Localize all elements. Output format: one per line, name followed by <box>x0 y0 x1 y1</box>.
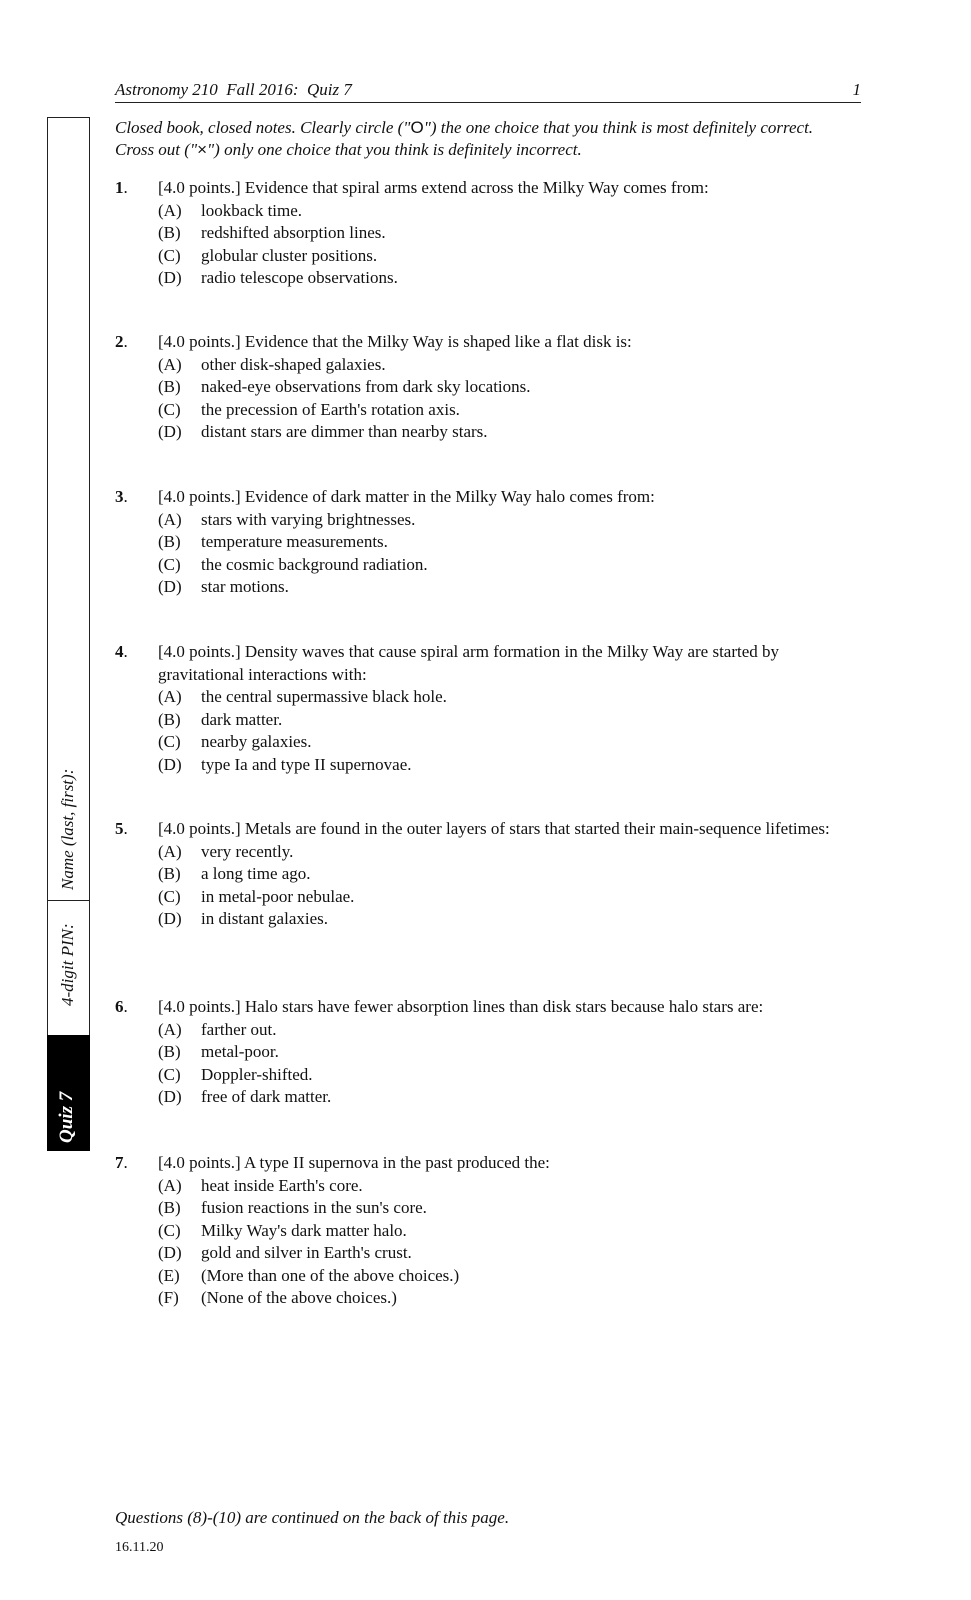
question-2 <box>115 331 860 444</box>
question-text: [4.0 points.] Density waves that cause spiral arm formation in the Milky Way are started by gravitational interactions with: <box>158 642 780 684</box>
choice-b[interactable]: (B) a long time ago. <box>158 864 311 883</box>
choice-c[interactable]: (C) Milky Way's dark matter halo. <box>158 1220 407 1240</box>
name-field-label: Name (last, first): <box>58 768 77 890</box>
choice-b[interactable]: (B) dark matter. <box>158 709 283 729</box>
circle-symbol: O <box>410 118 424 137</box>
instructions-part2: ") the one choice that you think is most definitely correct. Cross out (" <box>115 118 814 159</box>
choice-d[interactable]: (D) radio telescope observations. <box>158 268 398 287</box>
question-3 <box>115 486 860 599</box>
choice-b[interactable]: (B) fusion reactions in the sun's core. <box>158 1198 427 1217</box>
choice-c[interactable]: (C) the precession of Earth's rotation axis. <box>158 399 460 419</box>
question-7 <box>115 1152 860 1310</box>
page-header <box>115 80 861 103</box>
choice-d[interactable]: (D) star motions. <box>158 577 289 596</box>
choice-d[interactable]: (D) gold and silver in Earth's crust. <box>158 1243 412 1262</box>
choice-c[interactable]: (C) globular cluster positions. <box>158 245 378 265</box>
choice-b[interactable]: (B) temperature measurements. <box>158 532 388 551</box>
choice-d[interactable]: (D) distant stars are dimmer than nearby stars. <box>158 422 488 441</box>
question-number: 2. <box>115 332 128 351</box>
question-text: [4.0 points.] Evidence of dark matter in the Milky Way halo comes from: <box>158 487 655 506</box>
cross-symbol: × <box>197 140 208 159</box>
question-text: [4.0 points.] Halo stars have fewer absorption lines than disk stars because halo stars are: <box>158 997 764 1016</box>
choice-f[interactable]: (F) (None of the above choices.) <box>158 1288 397 1307</box>
question-text: [4.0 points.] Metals are found in the outer layers of stars that started their main-sequence lifetimes: <box>158 819 830 838</box>
question-text: [4.0 points.] A type II supernova in the past produced the: <box>158 1153 550 1172</box>
choice-d[interactable]: (D) in distant galaxies. <box>158 909 329 928</box>
document-date: 16.11.20 <box>115 1540 164 1555</box>
quiz-label: Quiz 7 <box>56 1091 77 1143</box>
choice-c[interactable]: (C) in metal-poor nebulae. <box>158 886 355 906</box>
instructions <box>115 117 855 161</box>
page-number: 1 <box>852 80 861 99</box>
pin-field-label: 4-digit PIN: <box>58 923 77 1006</box>
choice-c[interactable]: (C) nearby galaxies. <box>158 732 312 751</box>
choice-b[interactable]: (B) redshifted absorption lines. <box>158 223 386 242</box>
question-number: 5. <box>115 819 128 838</box>
choice-a[interactable]: (A) farther out. <box>158 1019 277 1039</box>
question-5 <box>115 818 860 931</box>
choice-b[interactable]: (B) metal-poor. <box>158 1042 279 1061</box>
question-1 <box>115 177 860 290</box>
question-number: 4. <box>115 642 128 661</box>
instructions-part1: Closed book, closed notes. Clearly circle (" <box>115 118 411 137</box>
question-number: 6. <box>115 997 128 1016</box>
quiz-label-block <box>47 1035 90 1151</box>
question-number: 1. <box>115 178 128 197</box>
choice-a[interactable]: (A) stars with varying brightnesses. <box>158 509 416 529</box>
continued-note: Questions (8)-(10) are continued on the back of this page. <box>115 1508 510 1527</box>
choice-a[interactable]: (A) lookback time. <box>158 200 303 220</box>
header-title: Astronomy 210 Fall 2016: Quiz 7 <box>115 80 352 99</box>
question-number: 3. <box>115 487 128 506</box>
choice-e[interactable]: (E) (More than one of the above choices.) <box>158 1265 460 1285</box>
choice-c[interactable]: (C) the cosmic background radiation. <box>158 554 428 574</box>
choice-a[interactable]: (A) the central supermassive black hole. <box>158 687 447 706</box>
choice-d[interactable]: (D) type Ia and type II supernovae. <box>158 754 412 774</box>
question-number: 7. <box>115 1153 128 1172</box>
instructions-part3: ") only one choice that you think is definitely incorrect. <box>207 140 582 159</box>
choice-a[interactable]: (A) heat inside Earth's core. <box>158 1175 363 1195</box>
question-text: [4.0 points.] Evidence that the Milky Way is shaped like a flat disk is: <box>158 332 632 351</box>
question-6 <box>115 996 860 1109</box>
choice-b[interactable]: (B) naked-eye observations from dark sky locations. <box>158 377 531 396</box>
question-4 <box>115 641 860 776</box>
side-divider <box>48 900 89 901</box>
student-info-box <box>47 117 90 1151</box>
question-text: [4.0 points.] Evidence that spiral arms extend across the Milky Way comes from: <box>158 178 709 197</box>
choice-a[interactable]: (A) very recently. <box>158 841 294 861</box>
choice-c[interactable]: (C) Doppler-shifted. <box>158 1064 313 1084</box>
choice-d[interactable]: (D) free of dark matter. <box>158 1087 332 1106</box>
choice-a[interactable]: (A) other disk-shaped galaxies. <box>158 354 386 374</box>
